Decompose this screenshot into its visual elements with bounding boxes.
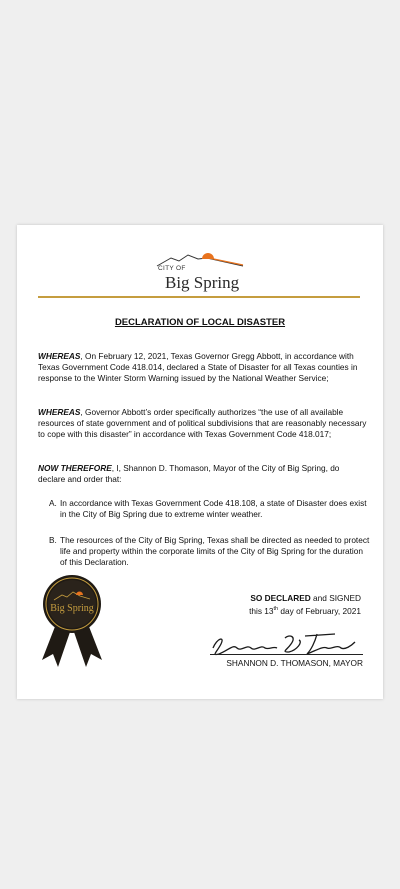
paragraph-whereas-1 — [38, 351, 368, 383]
paragraph-lead: NOW THEREFORE — [38, 463, 112, 473]
item-label: A. — [49, 498, 57, 508]
paragraph-lead: WHEREAS — [38, 351, 81, 361]
paragraph-lead: WHEREAS — [38, 407, 81, 417]
logo-city-text: CITY OF — [158, 265, 186, 272]
declared-signed-block — [249, 593, 361, 617]
mayor-signature — [207, 630, 357, 660]
declared-date-pre: this 13 — [249, 605, 274, 616]
signature-line — [210, 654, 363, 655]
paragraph-now-therefore — [38, 463, 368, 485]
seal-text: Big Spring — [50, 603, 94, 614]
document-title: DECLARATION OF LOCAL DISASTER — [114, 317, 286, 328]
item-text: In accordance with Texas Government Code 418.108, a state of Disaster does exist in the City of Big Spring due to extreme winter weather. — [60, 498, 367, 519]
city-logo — [17, 245, 383, 291]
declared-date-post: day of February, 2021 — [278, 605, 361, 616]
declared-bold: SO DECLARED — [250, 593, 311, 603]
paragraph-text: , On February 12, 2021, Texas Governor Gregg Abbott, in accordance with Texas Government Code 418.014, declared a State of Disaster for all Texas counties in response to the Winter Storm Warning issued by the National Weather Service; — [38, 351, 358, 383]
item-text: The resources of the City of Big Spring, Texas shall be directed as needed to protect life and property within the corporate limits of the City of Big Spring for the duration of this Declaration. — [60, 535, 370, 567]
city-seal-icon — [36, 574, 108, 670]
logo-name-text: Big Spring — [165, 273, 240, 292]
paragraph-whereas-2 — [38, 407, 368, 439]
paragraph-text: , Governor Abbott’s order specifically authorizes “the use of all available resources of state government and of political subdivisions that are reasonably necessary to cope with this disaster” in accordance with Texas Government Code 418.017; — [38, 407, 367, 439]
mayor-name: SHANNON D. THOMASON, MAYOR — [226, 658, 363, 668]
paragraph-text: , I, Shannon D. Thomason, Mayor of the City of Big Spring, do declare and order that: — [38, 463, 340, 484]
declaration-document — [17, 225, 383, 699]
item-label: B. — [49, 535, 57, 545]
declared-date-sup: th — [273, 606, 279, 612]
declared-rest: and SIGNED — [310, 593, 361, 603]
gold-divider — [38, 296, 360, 298]
